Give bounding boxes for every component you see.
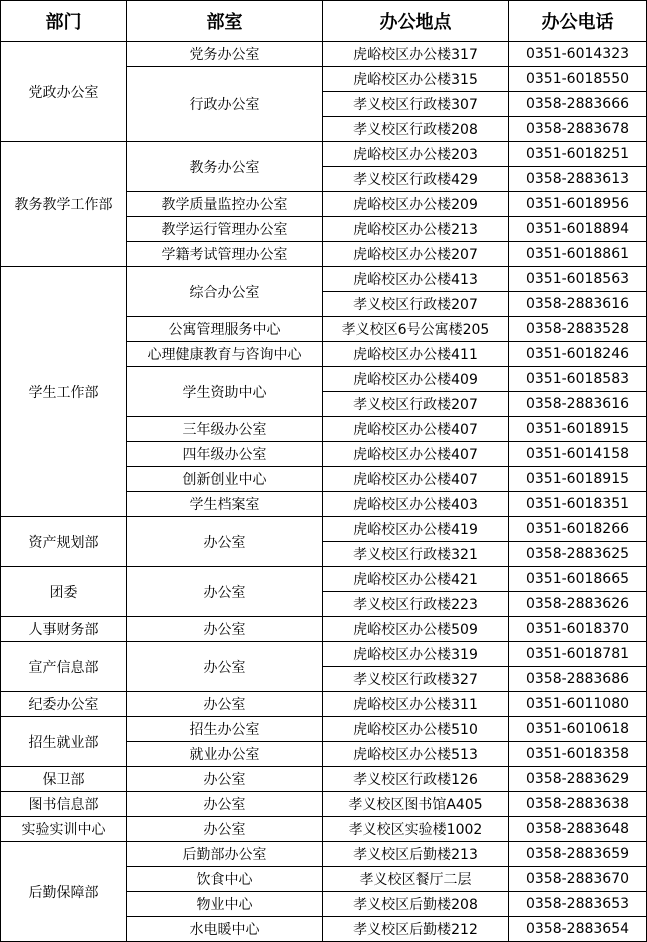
office-cell: 办公室: [127, 617, 323, 642]
phone-cell: 0351-6018956: [509, 192, 647, 217]
phone-cell: 0358-2883666: [509, 92, 647, 117]
office-cell: 公寓管理服务中心: [127, 317, 323, 342]
phone-cell: 0358-2883686: [509, 667, 647, 692]
table-row: [1, 42, 647, 67]
phone-cell: 0351-6018550: [509, 67, 647, 92]
phone-cell: 0351-6018781: [509, 642, 647, 667]
location-cell: 孝义校区图书馆A405: [323, 792, 509, 817]
office-cell: 办公室: [127, 767, 323, 792]
office-cell: 办公室: [127, 692, 323, 717]
office-cell: 学生档案室: [127, 492, 323, 517]
phone-cell: 0358-2883626: [509, 592, 647, 617]
location-cell: 虎峪校区办公楼509: [323, 617, 509, 642]
department-cell: 实验实训中心: [1, 817, 127, 842]
location-cell: 虎峪校区办公楼421: [323, 567, 509, 592]
location-cell: 虎峪校区办公楼419: [323, 517, 509, 542]
location-cell: 孝义校区行政楼307: [323, 92, 509, 117]
table-row: [1, 817, 647, 842]
table-row: [1, 267, 647, 292]
location-cell: 虎峪校区办公楼403: [323, 492, 509, 517]
phone-cell: 0351-6018665: [509, 567, 647, 592]
phone-cell: 0358-2883659: [509, 842, 647, 867]
phone-cell: 0351-6018915: [509, 467, 647, 492]
phone-cell: 0351-6018246: [509, 342, 647, 367]
office-cell: 学生资助中心: [127, 367, 323, 417]
table-row: [1, 517, 647, 542]
location-cell: 虎峪校区办公楼513: [323, 742, 509, 767]
location-cell: 孝义校区行政楼223: [323, 592, 509, 617]
phone-cell: 0351-6014158: [509, 442, 647, 467]
office-cell: 办公室: [127, 517, 323, 567]
department-cell: 资产规划部: [1, 517, 127, 567]
office-cell: 教学质量监控办公室: [127, 192, 323, 217]
office-cell: 创新创业中心: [127, 467, 323, 492]
table-row: [1, 767, 647, 792]
phone-cell: 0351-6018915: [509, 417, 647, 442]
location-cell: 虎峪校区办公楼319: [323, 642, 509, 667]
phone-cell: 0358-2883613: [509, 167, 647, 192]
location-cell: 孝义校区行政楼126: [323, 767, 509, 792]
office-cell: 就业办公室: [127, 742, 323, 767]
office-cell: 办公室: [127, 642, 323, 692]
phone-cell: 0351-6011080: [509, 692, 647, 717]
location-cell: 孝义校区行政楼327: [323, 667, 509, 692]
office-cell: 饮食中心: [127, 867, 323, 892]
office-cell: 教务办公室: [127, 142, 323, 192]
location-cell: 孝义校区后勤楼212: [323, 917, 509, 942]
office-cell: 办公室: [127, 792, 323, 817]
header-phone: 办公电话: [509, 1, 647, 42]
phone-cell: 0358-2883625: [509, 542, 647, 567]
location-cell: 孝义校区行政楼207: [323, 392, 509, 417]
office-cell: 心理健康教育与咨询中心: [127, 342, 323, 367]
directory-body: [1, 42, 647, 942]
phone-cell: 0358-2883616: [509, 392, 647, 417]
header-row: [1, 1, 647, 42]
office-cell: 学籍考试管理办公室: [127, 242, 323, 267]
table-row: [1, 617, 647, 642]
phone-cell: 0358-2883629: [509, 767, 647, 792]
phone-cell: 0358-2883653: [509, 892, 647, 917]
phone-cell: 0358-2883528: [509, 317, 647, 342]
location-cell: 虎峪校区办公楼407: [323, 442, 509, 467]
department-cell: 人事财务部: [1, 617, 127, 642]
location-cell: 虎峪校区办公楼311: [323, 692, 509, 717]
office-cell: 水电暖中心: [127, 917, 323, 942]
phone-cell: 0351-6018583: [509, 367, 647, 392]
phone-cell: 0351-6018266: [509, 517, 647, 542]
phone-cell: 0358-2883670: [509, 867, 647, 892]
table-row: [1, 842, 647, 867]
location-cell: 虎峪校区办公楼409: [323, 367, 509, 392]
header-department: 部门: [1, 1, 127, 42]
phone-cell: 0351-6018370: [509, 617, 647, 642]
office-cell: 办公室: [127, 817, 323, 842]
location-cell: 虎峪校区办公楼209: [323, 192, 509, 217]
office-cell: 行政办公室: [127, 67, 323, 142]
location-cell: 虎峪校区办公楼407: [323, 417, 509, 442]
department-cell: 教务教学工作部: [1, 142, 127, 267]
location-cell: 虎峪校区办公楼207: [323, 242, 509, 267]
table-row: [1, 142, 647, 167]
location-cell: 虎峪校区办公楼510: [323, 717, 509, 742]
office-cell: 物业中心: [127, 892, 323, 917]
department-cell: 保卫部: [1, 767, 127, 792]
department-cell: 宣产信息部: [1, 642, 127, 692]
office-cell: 教学运行管理办公室: [127, 217, 323, 242]
department-cell: 图书信息部: [1, 792, 127, 817]
department-cell: 后勤保障部: [1, 842, 127, 942]
office-cell: 后勤部办公室: [127, 842, 323, 867]
location-cell: 虎峪校区办公楼203: [323, 142, 509, 167]
phone-cell: 0351-6014323: [509, 42, 647, 67]
phone-cell: 0358-2883678: [509, 117, 647, 142]
phone-cell: 0351-6010618: [509, 717, 647, 742]
phone-cell: 0351-6018351: [509, 492, 647, 517]
phone-cell: 0351-6018894: [509, 217, 647, 242]
location-cell: 孝义校区后勤楼213: [323, 842, 509, 867]
office-cell: 党务办公室: [127, 42, 323, 67]
table-row: [1, 792, 647, 817]
location-cell: 虎峪校区办公楼411: [323, 342, 509, 367]
office-cell: 四年级办公室: [127, 442, 323, 467]
header-office: 部室: [127, 1, 323, 42]
table-row: [1, 642, 647, 667]
department-cell: 招生就业部: [1, 717, 127, 767]
table-row: [1, 717, 647, 742]
phone-cell: 0358-2883616: [509, 292, 647, 317]
phone-cell: 0351-6018861: [509, 242, 647, 267]
location-cell: 孝义校区行政楼207: [323, 292, 509, 317]
phone-cell: 0351-6018563: [509, 267, 647, 292]
location-cell: 孝义校区后勤楼208: [323, 892, 509, 917]
location-cell: 虎峪校区办公楼317: [323, 42, 509, 67]
department-cell: 党政办公室: [1, 42, 127, 142]
location-cell: 孝义校区行政楼208: [323, 117, 509, 142]
header-location: 办公地点: [323, 1, 509, 42]
office-cell: 办公室: [127, 567, 323, 617]
location-cell: 虎峪校区办公楼413: [323, 267, 509, 292]
location-cell: 虎峪校区办公楼407: [323, 467, 509, 492]
phone-cell: 0351-6018251: [509, 142, 647, 167]
location-cell: 孝义校区实验楼1002: [323, 817, 509, 842]
table-row: [1, 692, 647, 717]
phone-cell: 0358-2883638: [509, 792, 647, 817]
location-cell: 虎峪校区办公楼315: [323, 67, 509, 92]
office-cell: 招生办公室: [127, 717, 323, 742]
phone-cell: 0358-2883654: [509, 917, 647, 942]
department-cell: 团委: [1, 567, 127, 617]
department-cell: 纪委办公室: [1, 692, 127, 717]
location-cell: 虎峪校区办公楼213: [323, 217, 509, 242]
location-cell: 孝义校区行政楼321: [323, 542, 509, 567]
department-cell: 学生工作部: [1, 267, 127, 517]
phone-cell: 0351-6018358: [509, 742, 647, 767]
location-cell: 孝义校区6号公寓楼205: [323, 317, 509, 342]
location-cell: 孝义校区行政楼429: [323, 167, 509, 192]
phone-cell: 0358-2883648: [509, 817, 647, 842]
office-cell: 综合办公室: [127, 267, 323, 317]
location-cell: 孝义校区餐厅二层: [323, 867, 509, 892]
office-cell: 三年级办公室: [127, 417, 323, 442]
table-row: [1, 567, 647, 592]
